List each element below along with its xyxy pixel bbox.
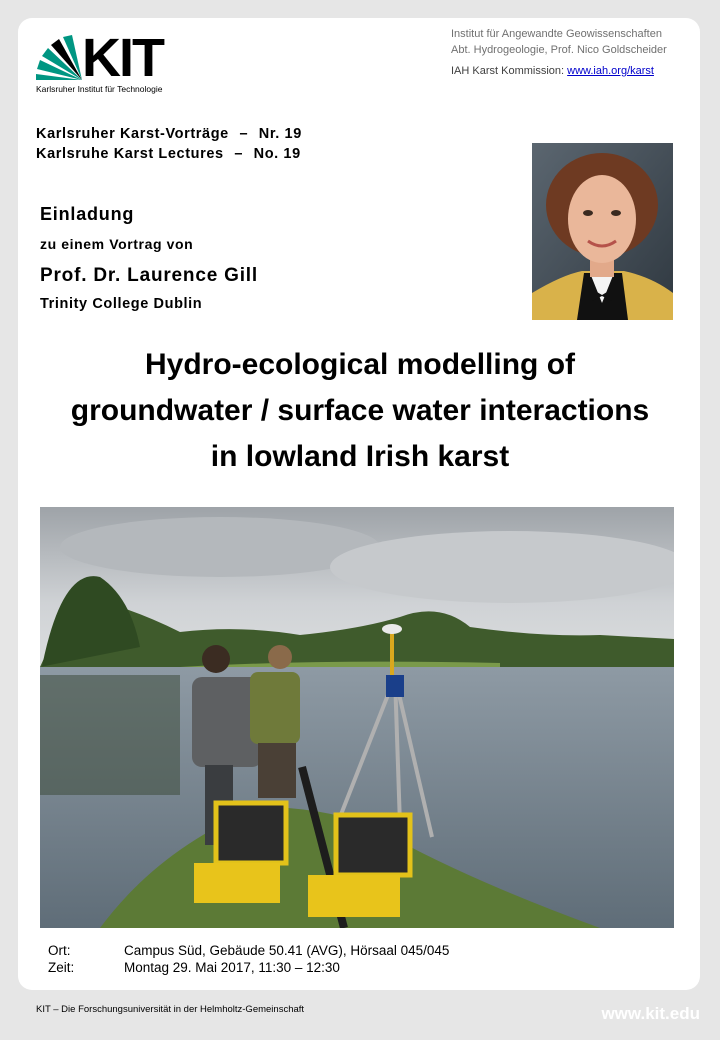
time-value: Montag 29. Mai 2017, 11:30 – 12:30 — [124, 960, 340, 975]
institute-line: Institut für Angewandte Geowissenschaften — [451, 28, 662, 40]
series-de-number: Nr. 19 — [258, 126, 302, 142]
invitation-sub: zu einem Vortrag von — [40, 236, 194, 252]
speaker-portrait — [532, 143, 673, 320]
event-details — [48, 942, 449, 976]
location-value: Campus Süd, Gebäude 50.41 (AVG), Hörsaal 045/045 — [124, 943, 450, 958]
location-label: Ort: — [48, 943, 71, 958]
title-line: Hydro-ecological modelling of — [144, 348, 576, 381]
series-dash: – — [239, 126, 249, 142]
logo-word: KIT — [82, 28, 163, 88]
speaker-affiliation: Trinity College Dublin — [40, 296, 203, 312]
footer-tagline: KIT – Die Forschungsuniversität in der Helmholtz-Gemeinschaft — [36, 1004, 305, 1015]
iah-label: IAH Karst Kommission: — [451, 65, 565, 77]
series-de-name: Karlsruher Karst-Vorträge — [36, 126, 229, 142]
logo-subtitle: Karlsruher Institut für Technologie — [36, 84, 163, 94]
lecture-title — [20, 342, 700, 480]
series-de — [36, 124, 302, 144]
field-photo — [40, 507, 674, 928]
department-line: Abt. Hydrogeologie, Prof. Nico Goldscheider — [451, 44, 667, 56]
series-en-name: Karlsruhe Karst Lectures — [36, 146, 224, 162]
series-en-number: No. 19 — [253, 146, 301, 162]
location-row — [48, 942, 449, 959]
series-dash: – — [234, 146, 243, 162]
iah-link[interactable]: www.iah.org/karst — [567, 65, 654, 77]
kit-logo — [36, 28, 168, 96]
speaker-name: Prof. Dr. Laurence Gill — [40, 265, 258, 286]
lecture-series — [36, 124, 302, 164]
time-label: Zeit: — [48, 960, 75, 975]
series-en — [36, 144, 302, 164]
kit-fan-icon — [36, 34, 84, 82]
time-row — [48, 959, 449, 976]
iah-commission — [451, 65, 654, 77]
institute-block — [451, 26, 667, 58]
title-line: groundwater / surface water interactions — [70, 394, 650, 427]
footer-website[interactable]: www.kit.edu — [601, 1004, 700, 1023]
title-line: in lowland Irish karst — [210, 440, 510, 473]
invitation-heading: Einladung — [40, 204, 135, 224]
